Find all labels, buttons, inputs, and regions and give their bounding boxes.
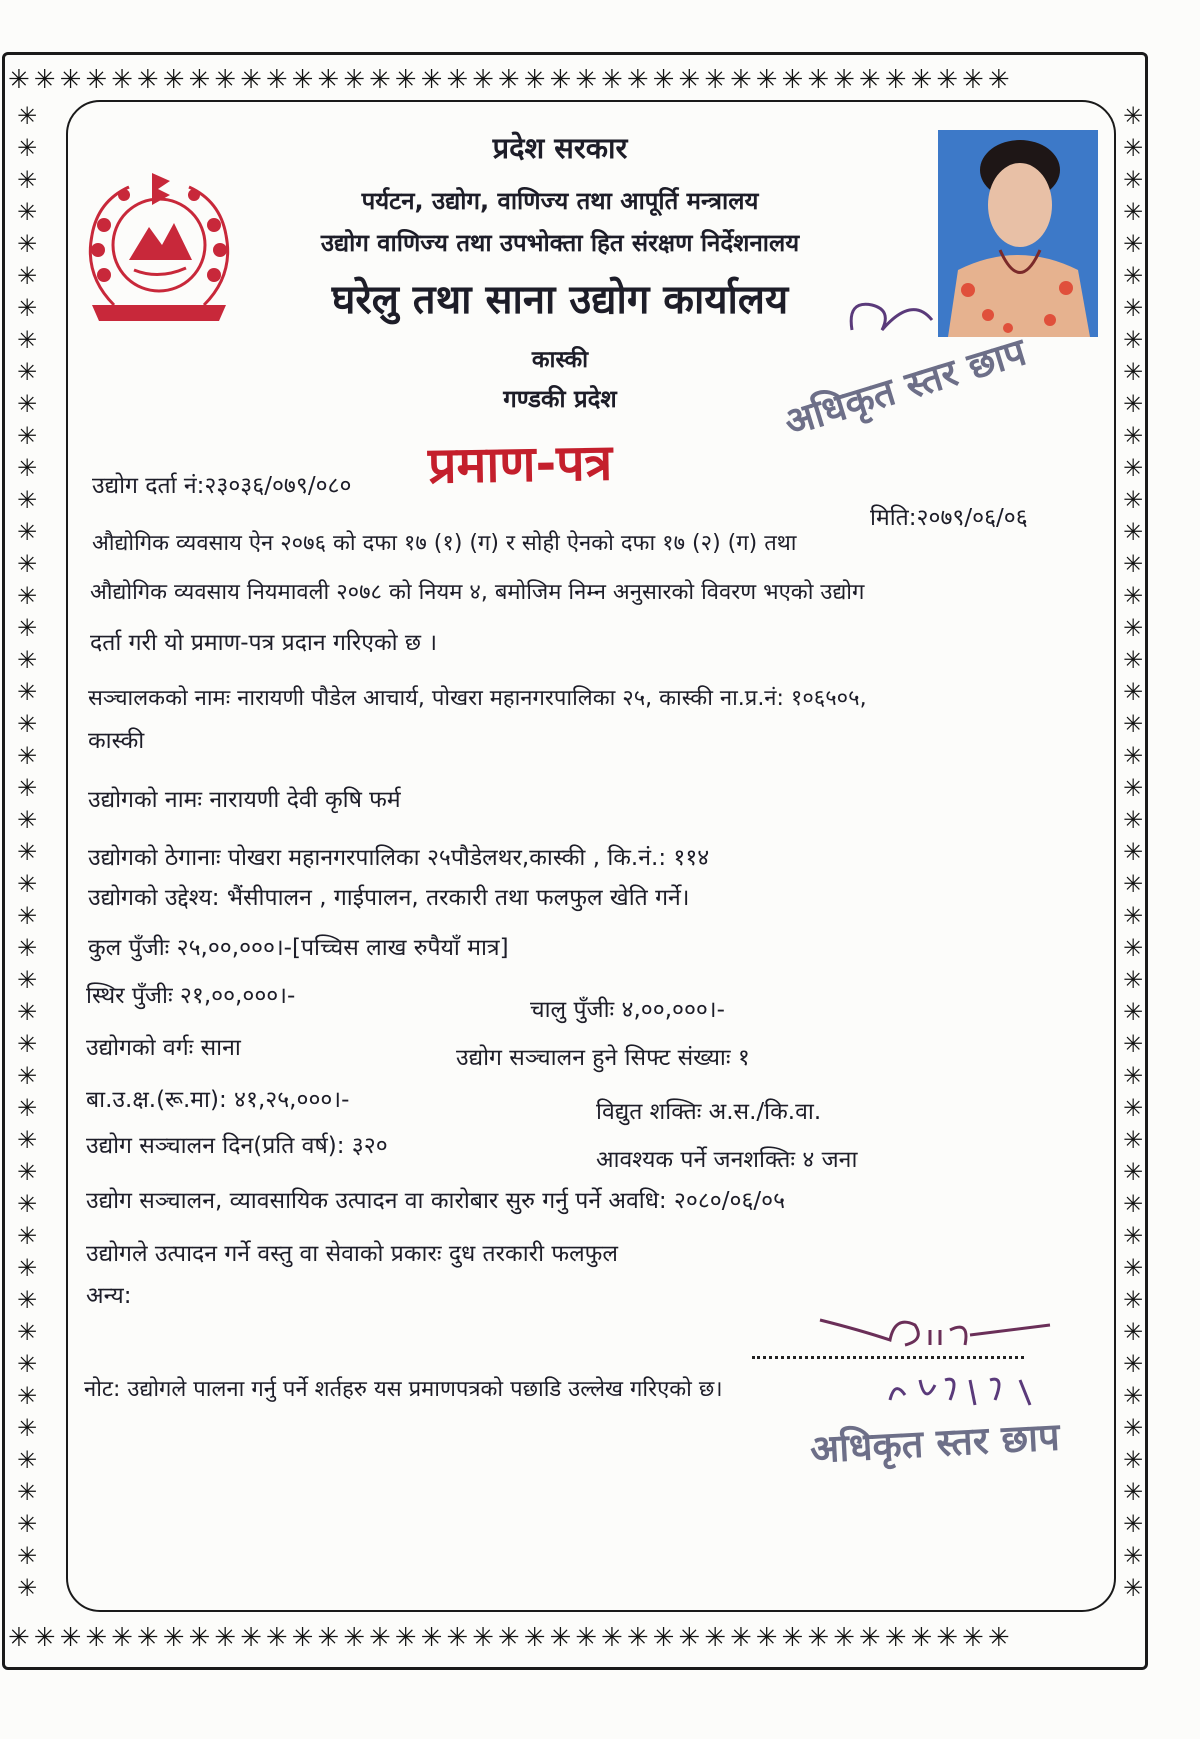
star-border-bottom: ✳✳✳✳✳✳✳✳✳✳✳✳✳✳✳✳✳✳✳✳✳✳✳✳✳✳✳✳✳✳✳✳✳✳✳✳✳✳✳: [8, 1623, 1014, 1653]
industry-objective: उद्योगको उद्देश्य: भैंसीपालन , गाईपालन, तरकारी तथा फलफुल खेति गर्ने।: [88, 885, 690, 911]
fixed-capital: स्थिर पुँजीः २१,००,०००।-: [86, 983, 296, 1009]
star-border-left: ✳ ✳ ✳ ✳ ✳ ✳ ✳ ✳ ✳ ✳ ✳ ✳ ✳ ✳ ✳ ✳ ✳ ✳ ✳ ✳ ✳ ✳ ✳ ✳ ✳ ✳ ✳ ✳ ✳ ✳ ✳ ✳ ✳ ✳ ✳ ✳ ✳ ✳ ✳ ✳ ✳ ✳ ✳ ✳ ✳ ✳ ✳: [16, 102, 38, 1602]
intro-line-2: औद्योगिक व्यवसाय नियमावली २०७८ को नियम ४, बमोजिम निम्न अनुसारको विवरण भएको उद्योग: [90, 580, 865, 605]
star-border-right: ✳ ✳ ✳ ✳ ✳ ✳ ✳ ✳ ✳ ✳ ✳ ✳ ✳ ✳ ✳ ✳ ✳ ✳ ✳ ✳ ✳ ✳ ✳ ✳ ✳ ✳ ✳ ✳ ✳ ✳ ✳ ✳ ✳ ✳ ✳ ✳ ✳ ✳ ✳ ✳ ✳ ✳ ✳ ✳ ✳ ✳ ✳: [1122, 102, 1144, 1602]
header-line-3: उद्योग वाणिज्य तथा उपभोक्ता हित संरक्षण निर्देशनालय: [320, 229, 800, 257]
required-manpower: आवश्यक पर्ने जनशक्तिः ४ जना: [596, 1147, 858, 1173]
other-field: अन्य:: [86, 1283, 132, 1309]
industry-category: उद्योगको वर्गः साना: [86, 1035, 241, 1061]
province-name: गण्डकी प्रदेश: [503, 385, 617, 413]
intro-line-3: दर्ता गरी यो प्रमाण-पत्र प्रदान गरिएको छ ।: [90, 630, 438, 656]
industry-address: उद्योगको ठेगानाः पोखरा महानगरपालिका २५पौडेलथर,कास्की , कि.नं.: ११४: [88, 845, 710, 871]
operator-line-1: सञ्चालकको नामः नारायणी पौडेल आचार्य, पोखरा महानगरपालिका २५, कास्की ना.प्र.नं: १०६५०५,: [88, 686, 867, 711]
production-capacity: बा.उ.क्ष.(रू.मा): ४१,२५,०००।-: [86, 1087, 350, 1113]
intro-line-1: औद्योगिक व्यवसाय ऐन २०७६ को दफा १७ (१) (ग) र सोही ऐनको दफा १७ (२) (ग) तथा: [92, 531, 797, 556]
certificate-title: प्रमाण-पत्र: [427, 433, 613, 495]
district-name: कास्की: [531, 347, 589, 373]
power-capacity: विद्युत शक्तिः अ.स./कि.वा.: [596, 1099, 822, 1125]
authorized-stamp-1: अधिकृत स्तर छाप: [779, 329, 1031, 445]
office-name: घरेलु तथा साना उद्योग कार्यालय: [331, 277, 789, 323]
signature-dotted-line: [752, 1356, 1024, 1359]
operating-days: उद्योग सञ्चालन दिन(प्रति वर्ष): ३२०: [86, 1133, 388, 1159]
shift-count: उद्योग सञ्चालन हुने सिफ्ट संख्याः १: [456, 1045, 750, 1071]
issue-date: मिति:२०७९/०६/०६: [870, 505, 1028, 531]
total-capital: कुल पुँजीः २५,००,०००।-[पच्चिस लाख रुपैयाँ मात्र]: [88, 935, 509, 961]
start-deadline: उद्योग सञ्चालन, व्यावसायिक उत्पादन वा कारोबार सुरु गर्नु पर्ने अवधि: २०८०/०६/०५: [86, 1188, 786, 1214]
header-line-1: प्रदेश सरकार: [492, 131, 628, 165]
certificate-note: नोट: उद्योगले पालना गर्नु पर्ने शर्तहरु यस प्रमाणपत्रको पछाडि उल्लेख गरिएको छ।: [84, 1377, 723, 1402]
working-capital: चालु पुँजीः ४,००,०००।-: [530, 997, 725, 1023]
operator-line-2: कास्की: [88, 728, 145, 754]
signature-top: [842, 290, 962, 350]
header-line-2: पर्यटन, उद्योग, वाणिज्य तथा आपूर्ति मन्त्रालय: [361, 187, 759, 215]
products-type: उद्योगले उत्पादन गर्ने वस्तु वा सेवाको प्रकारः दुध तरकारी फलफुल: [86, 1241, 619, 1267]
registration-number: उद्योग दर्ता नं:२३०३६/०७९/०८०: [92, 473, 352, 499]
star-border-top: ✳✳✳✳✳✳✳✳✳✳✳✳✳✳✳✳✳✳✳✳✳✳✳✳✳✳✳✳✳✳✳✳✳✳✳✳✳✳✳: [8, 65, 1014, 95]
applicant-photo: [938, 130, 1098, 337]
industry-name: उद्योगको नामः नारायणी देवी कृषि फर्म: [88, 787, 401, 813]
authorized-stamp-2: अधिकृत स्तर छाप: [809, 1414, 1061, 1472]
